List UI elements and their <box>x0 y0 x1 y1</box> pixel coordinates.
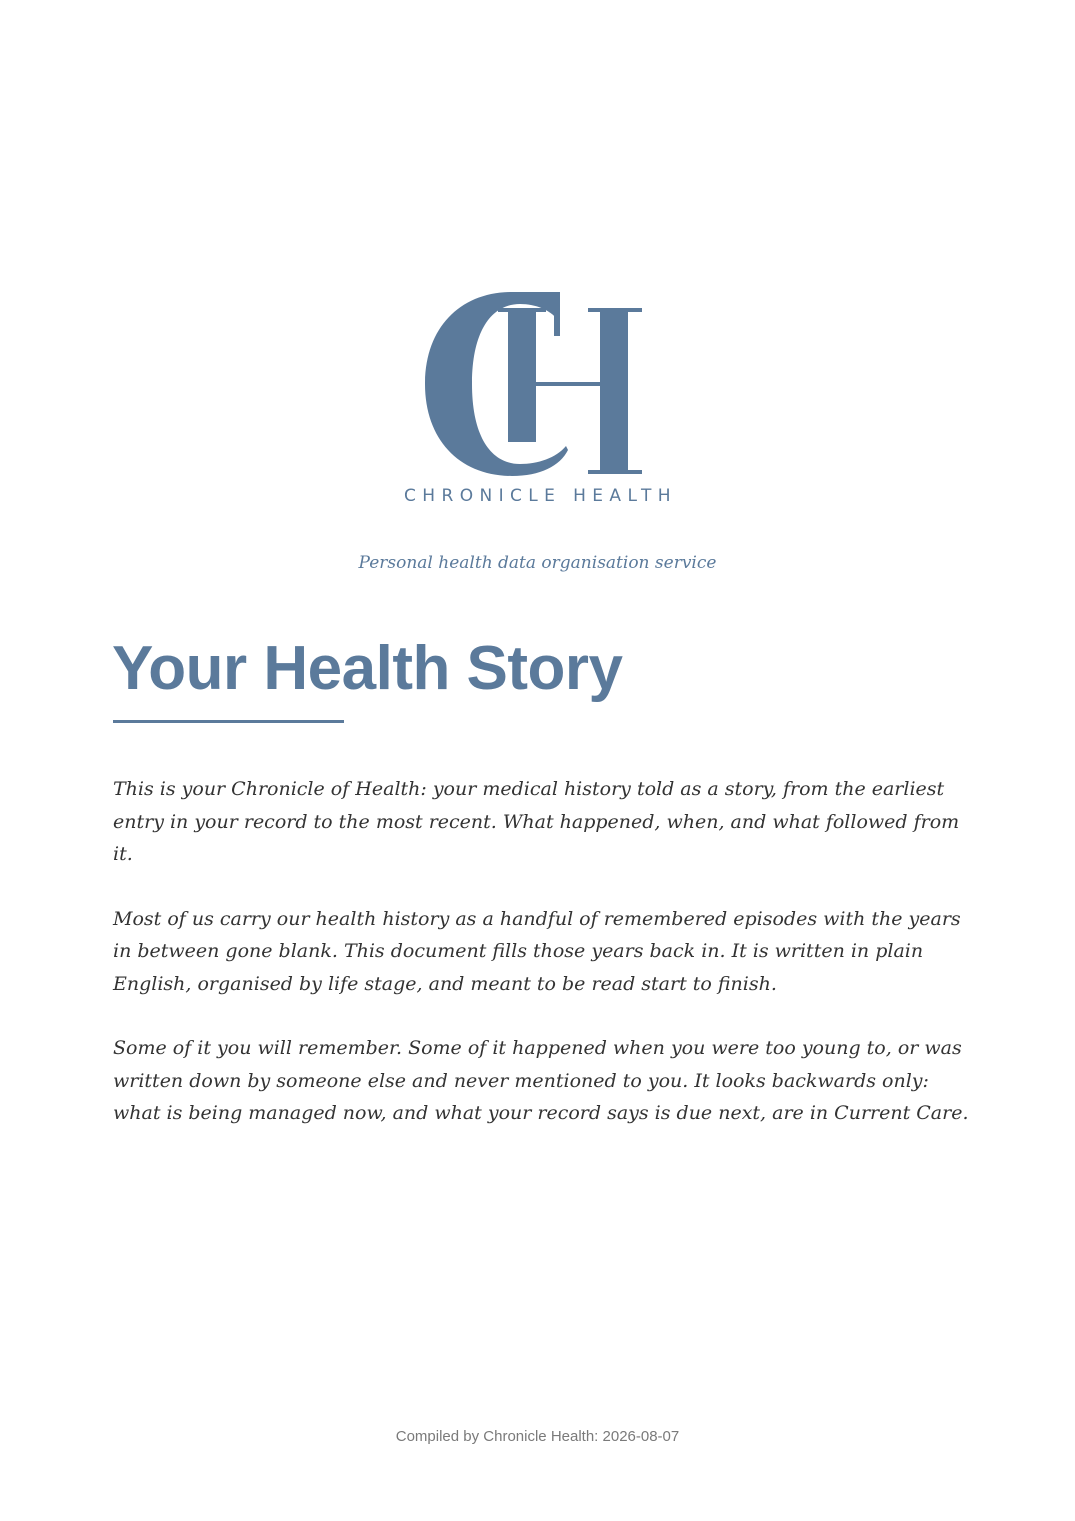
intro-paragraph: This is your Chronicle of Health: your medical history told as a story, from the earliest entry in your record to the most recent. What happened, when, and what followed from it. <box>113 778 960 865</box>
chronicle-health-logo-icon <box>420 288 650 480</box>
page-title: Your Health Story <box>112 634 623 703</box>
title-underline <box>113 720 344 723</box>
intro-section <box>113 773 973 1162</box>
brand-tagline: Personal health data organisation service <box>358 553 717 573</box>
brand-wordmark: CHRONICLE HEALTH <box>404 486 677 506</box>
intro-paragraph: Some of it you will remember. Some of it happened when you were too young to, or was written down by someone else and never mentioned to you. It looks backwards only: what is being managed now, and what your record says is due next, are in Current Care. <box>113 1037 969 1124</box>
compiled-footer: Compiled by Chronicle Health: 2026-08-07 <box>395 1428 680 1445</box>
intro-paragraph: Most of us carry our health history as a handful of remembered episodes with the years in between gone blank. This document fills those years back in. It is written in plain English, organised by life stage, and meant to be read start to finish. <box>113 907 961 995</box>
